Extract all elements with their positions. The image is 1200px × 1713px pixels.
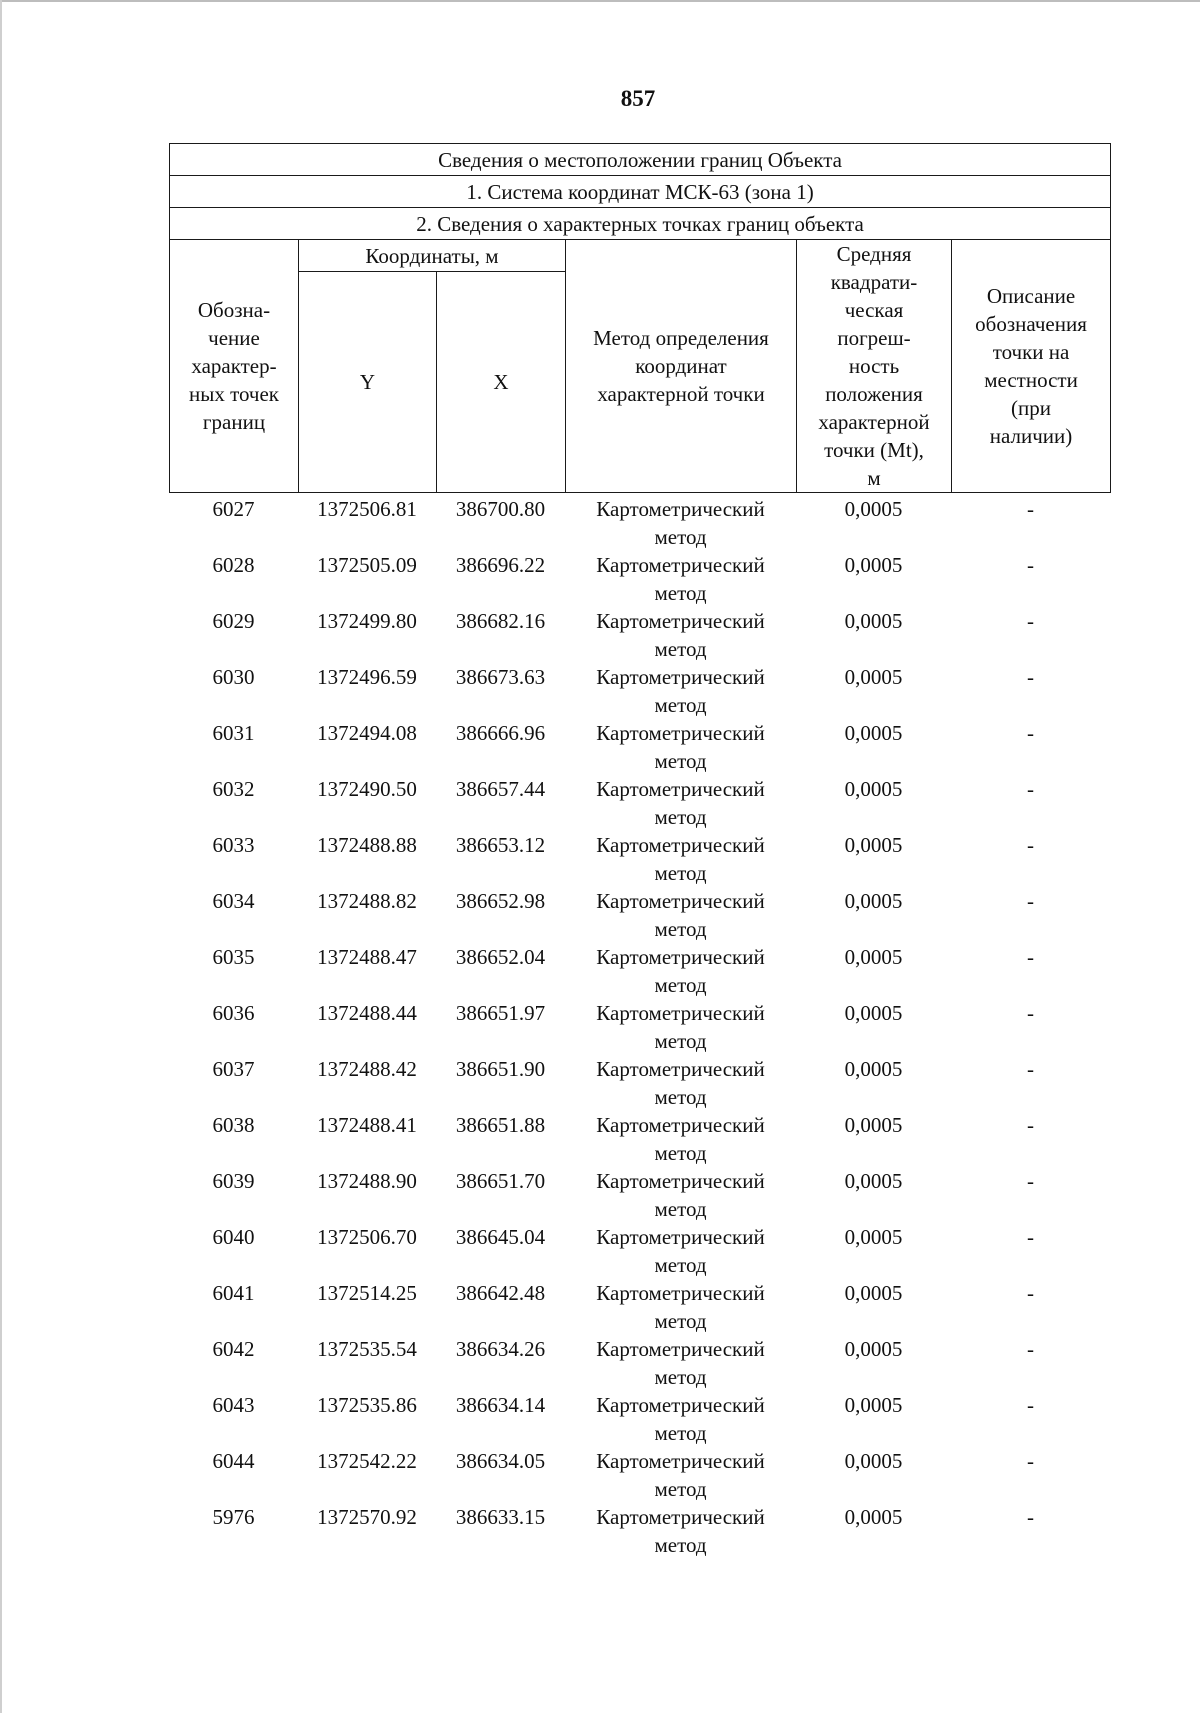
- method-line: метод: [654, 693, 707, 717]
- description-cell: [951, 663, 1110, 719]
- method-cell: [565, 1279, 796, 1335]
- header-line: м: [867, 466, 881, 490]
- method-line: Картометрический: [596, 1281, 765, 1305]
- description-dash: -: [1027, 1225, 1034, 1249]
- x-coordinate-cell: 386633.15: [455, 1505, 546, 1529]
- method-cell: [565, 495, 796, 551]
- y-coordinate-cell: 1372490.50: [317, 777, 417, 801]
- method-line: Картометрический: [596, 497, 765, 521]
- method-cell: [565, 719, 796, 775]
- accuracy-cell: 0,0005: [844, 833, 903, 857]
- method-line: метод: [654, 973, 707, 997]
- description-dash: -: [1027, 889, 1034, 913]
- x-column-header: X: [437, 272, 566, 493]
- description-cell: [951, 551, 1110, 607]
- table-row: [169, 887, 1110, 943]
- x-coordinate-cell: 386634.14: [455, 1393, 546, 1417]
- x-coordinate-cell: 386634.05: [455, 1449, 546, 1473]
- table-row: [169, 1447, 1110, 1503]
- accuracy-cell: 0,0005: [844, 721, 903, 745]
- method-line: Картометрический: [596, 1337, 765, 1361]
- method-cell: [565, 1167, 796, 1223]
- x-coordinate-cell: 386652.04: [455, 945, 546, 969]
- point-id-cell: 6041: [212, 1281, 255, 1305]
- table-row: [169, 495, 1110, 551]
- description-dash: -: [1027, 609, 1034, 633]
- method-line: Картометрический: [596, 1001, 765, 1025]
- method-line: Картометрический: [596, 777, 765, 801]
- point-id-cell: 6032: [212, 777, 255, 801]
- accuracy-cell: 0,0005: [844, 1505, 903, 1529]
- x-coordinate-cell: 386651.88: [455, 1113, 546, 1137]
- description-column-header: [952, 240, 1111, 493]
- header-line: ных точек: [188, 382, 280, 406]
- accuracy-cell: 0,0005: [844, 1449, 903, 1473]
- method-line: Картометрический: [596, 1225, 765, 1249]
- header-line: погреш-: [837, 326, 911, 350]
- description-dash: -: [1027, 497, 1034, 521]
- y-column-header: Y: [299, 272, 437, 493]
- accuracy-column-header: [797, 240, 952, 493]
- description-dash: -: [1027, 1393, 1034, 1417]
- method-line: метод: [654, 1477, 707, 1501]
- accuracy-cell: 0,0005: [844, 1393, 903, 1417]
- method-line: метод: [654, 1085, 707, 1109]
- description-dash: -: [1027, 1449, 1034, 1473]
- header-line: ность: [848, 354, 900, 378]
- method-line: метод: [654, 525, 707, 549]
- x-coordinate-cell: 386682.16: [455, 609, 546, 633]
- accuracy-cell: 0,0005: [844, 609, 903, 633]
- y-coordinate-cell: 1372570.92: [317, 1505, 417, 1529]
- x-coordinate-cell: 386652.98: [455, 889, 546, 913]
- description-cell: [951, 943, 1110, 999]
- header-line: квадрати-: [830, 270, 918, 294]
- table-row: [169, 1223, 1110, 1279]
- description-dash: -: [1027, 1113, 1034, 1137]
- method-cell: [565, 1391, 796, 1447]
- description-cell: [951, 1447, 1110, 1503]
- point-id-cell: 6036: [212, 1001, 255, 1025]
- description-cell: [951, 607, 1110, 663]
- accuracy-cell: 0,0005: [844, 777, 903, 801]
- header-line: характерной: [818, 410, 930, 434]
- method-line: метод: [654, 805, 707, 829]
- y-coordinate-cell: 1372488.42: [317, 1057, 417, 1081]
- method-cell: [565, 1223, 796, 1279]
- method-cell: [565, 1111, 796, 1167]
- y-coordinate-cell: 1372488.90: [317, 1169, 417, 1193]
- header-line: координат: [635, 354, 727, 378]
- description-cell: [951, 719, 1110, 775]
- header-line: местности: [984, 368, 1078, 392]
- description-dash: -: [1027, 721, 1034, 745]
- table-row: [169, 1055, 1110, 1111]
- table-row: [169, 551, 1110, 607]
- method-line: метод: [654, 1197, 707, 1221]
- description-dash: -: [1027, 777, 1034, 801]
- point-id-cell: 6037: [212, 1057, 255, 1081]
- y-coordinate-cell: 1372496.59: [317, 665, 417, 689]
- description-dash: -: [1027, 1505, 1034, 1529]
- table-row: [169, 775, 1110, 831]
- point-id-cell: 6035: [212, 945, 255, 969]
- table-row: [169, 1391, 1110, 1447]
- scan-edge-top: [0, 0, 1200, 2]
- method-cell: [565, 607, 796, 663]
- header-line: положения: [825, 382, 923, 406]
- table-body: [169, 495, 1110, 1559]
- description-cell: [951, 775, 1110, 831]
- method-line: метод: [654, 1309, 707, 1333]
- method-line: метод: [654, 1141, 707, 1165]
- method-cell: [565, 1503, 796, 1559]
- description-cell: [951, 1167, 1110, 1223]
- method-line: метод: [654, 1029, 707, 1053]
- description-dash: -: [1027, 665, 1034, 689]
- method-line: метод: [654, 1365, 707, 1389]
- designation-column-header: [170, 240, 299, 493]
- description-cell: [951, 1111, 1110, 1167]
- method-cell: [565, 943, 796, 999]
- accuracy-cell: 0,0005: [844, 1337, 903, 1361]
- y-coordinate-cell: 1372505.09: [317, 553, 417, 577]
- table-row: [169, 1335, 1110, 1391]
- description-cell: [951, 999, 1110, 1055]
- accuracy-cell: 0,0005: [844, 1057, 903, 1081]
- table-title: Сведения о местоположении границ Объекта: [170, 144, 1111, 176]
- method-line: Картометрический: [596, 1113, 765, 1137]
- description-cell: [951, 1391, 1110, 1447]
- x-coordinate-cell: 386651.97: [455, 1001, 546, 1025]
- method-cell: [565, 551, 796, 607]
- point-id-cell: 6030: [212, 665, 255, 689]
- y-coordinate-cell: 1372542.22: [317, 1449, 417, 1473]
- accuracy-cell: 0,0005: [844, 497, 903, 521]
- header-line: ческая: [844, 298, 904, 322]
- method-line: Картометрический: [596, 721, 765, 745]
- method-line: Картометрический: [596, 945, 765, 969]
- method-cell: [565, 1335, 796, 1391]
- accuracy-cell: 0,0005: [844, 1001, 903, 1025]
- boundary-table-header: [169, 143, 1111, 493]
- header-line: точки на: [992, 340, 1070, 364]
- x-coordinate-cell: 386645.04: [455, 1225, 546, 1249]
- table-row: [169, 1167, 1110, 1223]
- description-dash: -: [1027, 1001, 1034, 1025]
- x-coordinate-cell: 386696.22: [455, 553, 546, 577]
- description-cell: [951, 1223, 1110, 1279]
- x-coordinate-cell: 386653.12: [455, 833, 546, 857]
- x-coordinate-cell: 386642.48: [455, 1281, 546, 1305]
- point-id-cell: 6028: [212, 553, 255, 577]
- method-line: Картометрический: [596, 1505, 765, 1529]
- description-cell: [951, 1279, 1110, 1335]
- table-row: [169, 1503, 1110, 1559]
- header-line: (при: [1011, 396, 1052, 420]
- point-id-cell: 6044: [212, 1449, 255, 1473]
- description-cell: [951, 831, 1110, 887]
- description-cell: [951, 1335, 1110, 1391]
- table-row: [169, 943, 1110, 999]
- y-coordinate-cell: 1372535.86: [317, 1393, 417, 1417]
- header-line: Обозна-: [197, 298, 271, 322]
- x-coordinate-cell: 386651.70: [455, 1169, 546, 1193]
- boundary-points-table: [169, 495, 1110, 1559]
- method-line: Картометрический: [596, 1449, 765, 1473]
- coordinate-system: 1. Система координат МСК-63 (зона 1): [170, 176, 1111, 208]
- y-coordinate-cell: 1372488.82: [317, 889, 417, 913]
- accuracy-cell: 0,0005: [844, 1225, 903, 1249]
- description-cell: [951, 1503, 1110, 1559]
- table-row: [169, 999, 1110, 1055]
- table-row: [169, 1279, 1110, 1335]
- method-line: метод: [654, 861, 707, 885]
- x-coordinate-cell: 386700.80: [455, 497, 546, 521]
- method-line: Картометрический: [596, 1169, 765, 1193]
- x-coordinate-cell: 386634.26: [455, 1337, 546, 1361]
- point-id-cell: 6027: [212, 497, 255, 521]
- header-line: точки (Mt),: [824, 438, 924, 462]
- method-line: Картометрический: [596, 609, 765, 633]
- y-coordinate-cell: 1372506.81: [317, 497, 417, 521]
- y-coordinate-cell: 1372488.47: [317, 945, 417, 969]
- accuracy-cell: 0,0005: [844, 553, 903, 577]
- method-cell: [565, 1055, 796, 1111]
- table-row: [169, 607, 1110, 663]
- header-line: Метод определения: [593, 326, 769, 350]
- y-coordinate-cell: 1372514.25: [317, 1281, 417, 1305]
- header-line: Описание: [986, 284, 1076, 308]
- header-line: границ: [202, 410, 266, 434]
- x-coordinate-cell: 386673.63: [455, 665, 546, 689]
- method-cell: [565, 775, 796, 831]
- accuracy-cell: 0,0005: [844, 945, 903, 969]
- point-id-cell: 6038: [212, 1113, 255, 1137]
- method-line: метод: [654, 749, 707, 773]
- method-line: Картометрический: [596, 665, 765, 689]
- point-id-cell: 6029: [212, 609, 255, 633]
- description-dash: -: [1027, 945, 1034, 969]
- page-number: 857: [620, 86, 656, 111]
- description-cell: [951, 1055, 1110, 1111]
- x-coordinate-cell: 386657.44: [455, 777, 546, 801]
- method-line: Картометрический: [596, 1057, 765, 1081]
- method-line: метод: [654, 917, 707, 941]
- y-coordinate-cell: 1372535.54: [317, 1337, 417, 1361]
- description-dash: -: [1027, 1169, 1034, 1193]
- y-coordinate-cell: 1372488.88: [317, 833, 417, 857]
- y-coordinate-cell: 1372499.80: [317, 609, 417, 633]
- table-row: [169, 831, 1110, 887]
- method-line: метод: [654, 581, 707, 605]
- method-cell: [565, 1447, 796, 1503]
- method-line: Картометрический: [596, 1393, 765, 1417]
- method-cell: [565, 999, 796, 1055]
- method-cell: [565, 831, 796, 887]
- method-column-header: [566, 240, 797, 493]
- method-line: Картометрический: [596, 889, 765, 913]
- point-id-cell: 6033: [212, 833, 255, 857]
- description-dash: -: [1027, 1281, 1034, 1305]
- y-coordinate-cell: 1372488.44: [317, 1001, 417, 1025]
- description-cell: [951, 887, 1110, 943]
- method-line: метод: [654, 1421, 707, 1445]
- table-row: [169, 719, 1110, 775]
- accuracy-cell: 0,0005: [844, 1113, 903, 1137]
- description-dash: -: [1027, 553, 1034, 577]
- section-title: 2. Сведения о характерных точках границ объекта: [170, 208, 1111, 240]
- point-id-cell: 6040: [212, 1225, 255, 1249]
- header-line: чение: [208, 326, 260, 350]
- point-id-cell: 6042: [212, 1337, 255, 1361]
- scan-edge-left: [0, 0, 2, 1713]
- point-id-cell: 6039: [212, 1169, 255, 1193]
- accuracy-cell: 0,0005: [844, 1281, 903, 1305]
- accuracy-cell: 0,0005: [844, 889, 903, 913]
- table-row: [169, 1111, 1110, 1167]
- method-cell: [565, 663, 796, 719]
- accuracy-cell: 0,0005: [844, 1169, 903, 1193]
- table-row: [169, 663, 1110, 719]
- coordinates-column-header: Координаты, м: [299, 240, 566, 272]
- header-line: обозначения: [975, 312, 1087, 336]
- accuracy-cell: 0,0005: [844, 665, 903, 689]
- description-dash: -: [1027, 1337, 1034, 1361]
- point-id-cell: 6043: [212, 1393, 255, 1417]
- description-cell: [951, 495, 1110, 551]
- point-id-cell: 6034: [212, 889, 255, 913]
- y-coordinate-cell: 1372494.08: [317, 721, 417, 745]
- header-line: характерной точки: [597, 382, 765, 406]
- y-coordinate-cell: 1372506.70: [317, 1225, 417, 1249]
- x-coordinate-cell: 386666.96: [455, 721, 546, 745]
- method-cell: [565, 887, 796, 943]
- x-coordinate-cell: 386651.90: [455, 1057, 546, 1081]
- point-id-cell: 5976: [212, 1505, 255, 1529]
- method-line: Картометрический: [596, 553, 765, 577]
- header-line: характер-: [191, 354, 277, 378]
- method-line: метод: [654, 1533, 707, 1557]
- method-line: Картометрический: [596, 833, 765, 857]
- method-line: метод: [654, 1253, 707, 1277]
- point-id-cell: 6031: [212, 721, 255, 745]
- description-dash: -: [1027, 1057, 1034, 1081]
- description-dash: -: [1027, 833, 1034, 857]
- header-line: Средняя: [836, 242, 912, 266]
- y-coordinate-cell: 1372488.41: [317, 1113, 417, 1137]
- header-line: наличии): [989, 424, 1073, 448]
- method-line: метод: [654, 637, 707, 661]
